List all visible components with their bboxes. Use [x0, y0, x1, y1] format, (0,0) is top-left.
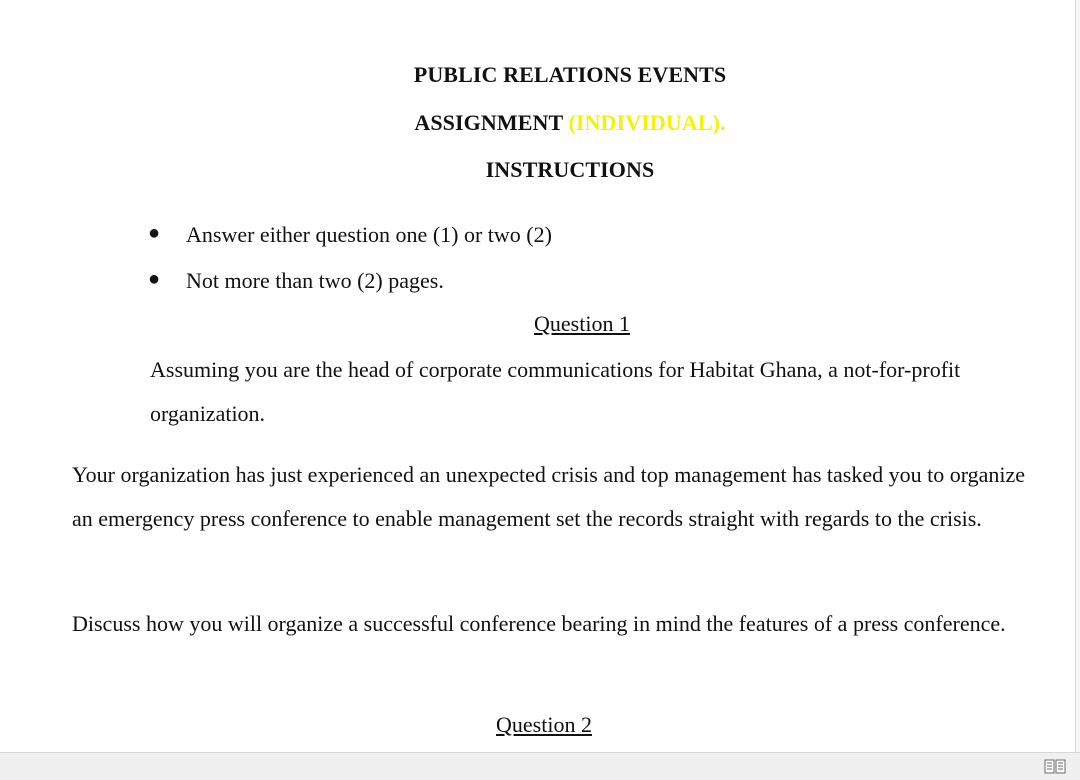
instruction-text: Answer either question one (1) or two (2)	[186, 222, 552, 247]
question-1-paragraph-3: Discuss how you will organize a successful conference bearing in mind the features of a press conference.	[72, 611, 1006, 636]
title-individual-highlight: (INDIVIDUAL).	[568, 110, 726, 135]
question-1-paragraph-1: Assuming you are the head of corporate communications for Habitat Ghana, a not-for-profit organization.	[150, 357, 961, 426]
instruction-text: Not more than two (2) pages.	[186, 268, 444, 293]
bullet-icon: ●	[148, 222, 161, 244]
title-instructions: INSTRUCTIONS	[485, 157, 655, 182]
title-line-1: PUBLIC RELATIONS EVENTS	[413, 62, 727, 87]
page-edge	[1075, 0, 1080, 752]
bullet-icon: ●	[148, 268, 161, 290]
question-1-heading: Question 1	[534, 311, 630, 336]
read-mode-icon[interactable]	[1044, 758, 1066, 775]
title-assignment: ASSIGNMENT	[414, 110, 569, 135]
title-line-2	[0, 110, 1076, 136]
question-2-heading: Question 2	[496, 712, 592, 737]
status-bar	[0, 752, 1080, 780]
question-1-paragraph-2: Your organization has just experienced an unexpected crisis and top management has tasked you to organize an emergency press conference to enable management set the records straight with regards to the crisis.	[72, 462, 1026, 531]
